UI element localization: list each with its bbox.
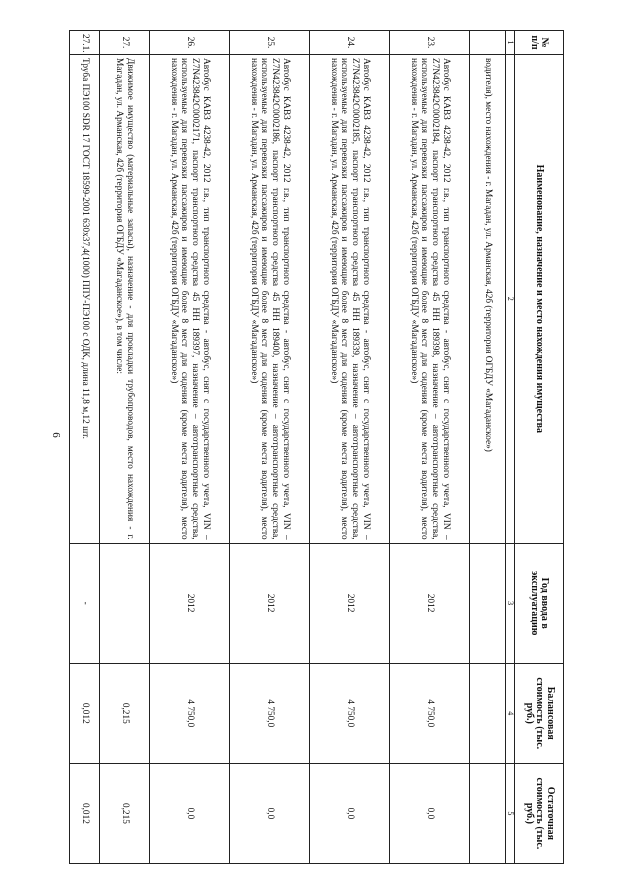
header-residual: Остаточная стоимость (тыс. руб.) <box>515 763 564 863</box>
row-year: 2012 <box>230 543 310 663</box>
row-number: 27. <box>100 31 150 55</box>
header-name: Наименование, назначение и место нахождения имущества <box>515 55 564 544</box>
row-number: 25. <box>230 31 310 55</box>
row-residual: 0,0 <box>390 763 470 863</box>
column-index: 5 <box>506 763 515 863</box>
row-year: 2012 <box>310 543 390 663</box>
row-number: 26. <box>150 31 230 55</box>
column-index: 1 <box>506 31 515 55</box>
header-number: № п/п <box>515 31 564 55</box>
column-index: 3 <box>506 543 515 663</box>
row-balance <box>470 663 506 763</box>
row-residual: 0,0 <box>310 763 390 863</box>
column-index-row <box>506 31 515 864</box>
row-description: Движимое имущество (материальные запасы), назначение - для прокладки трубопроводов, место нахождения - г. Магадан, ул. Арманская, 42б (территория ОГБДУ «Магаданское»), в том числе: <box>100 55 150 544</box>
row-year: - <box>70 543 100 663</box>
row-year <box>100 543 150 663</box>
table-row <box>70 31 100 864</box>
table-row <box>230 31 310 864</box>
row-description: Автобус КАВЗ 4238-42, 2012 г.в., тип транспортного средства - автобус, снят с государственного учета, VIN – Z7N423842C0002184, паспорт транспортного средства 45 НН 189398, назначение – автотранспортные средства, используемые для перевозки пассажиров и имеющие более 8 мест для сидения (кроме места водителя), место нахождения - г. Магадан, ул. Арманская, 42б (территория ОГБДУ «Магаданское») <box>390 55 470 544</box>
row-description: Автобус КАВЗ 4238-42, 2012 г.в., тип транспортного средства - автобус, снят с государственного учета, VIN – Z7N423842C0002171, паспорт транспортного средства 45 НН 189397, назначение – автотранспортные средства, используемые для перевозки пассажиров и имеющие более 8 мест для сидения (кроме места водителя), место нахождения - г. Магадан, ул. Арманская, 42б (территория ОГБДУ «Магаданское») <box>150 55 230 544</box>
row-year: 2012 <box>390 543 470 663</box>
page-number: 6 <box>50 432 62 438</box>
row-balance: 0,012 <box>70 663 100 763</box>
table-row <box>310 31 390 864</box>
header-year: Год ввода в эксплуатацию <box>515 543 564 663</box>
table-row <box>150 31 230 864</box>
row-description: водителя), место нахождения - г. Магадан, ул. Арманская, 42б (территория ОГБДУ «Магаданское») <box>470 55 506 544</box>
header-balance: Балансовая стоимость (тыс. руб.) <box>515 663 564 763</box>
table-row <box>470 31 506 864</box>
table-row <box>390 31 470 864</box>
row-residual: 0,215 <box>100 763 150 863</box>
table-row <box>100 31 150 864</box>
column-index: 2 <box>506 55 515 544</box>
row-balance: 4 750,0 <box>390 663 470 763</box>
row-residual <box>470 763 506 863</box>
row-balance: 4 750,0 <box>150 663 230 763</box>
column-index: 4 <box>506 663 515 763</box>
property-table <box>69 30 564 864</box>
row-residual: 0,0 <box>150 763 230 863</box>
row-balance: 4 750,0 <box>310 663 390 763</box>
row-year <box>470 543 506 663</box>
row-residual: 0,0 <box>230 763 310 863</box>
row-description: Автобус КАВЗ 4238-42, 2012 г.в., тип транспортного средства - автобус, снят с государственного учета, VIN – Z7N423842C0002186, паспорт транспортного средства 45 НН 189400, назначение – автотранспортные средства, используемые для перевозки пассажиров и имеющие более 8 мест для сидения (кроме места водителя), место нахождения - г. Магадан, ул. Арманская, 42б (территория ОГБДУ «Магаданское») <box>230 55 310 544</box>
row-number: 27.1. <box>70 31 100 55</box>
row-description: Автобус КАВЗ 4238-42, 2012 г.в., тип транспортного средства - автобус, снят с государственного учета, VIN – Z7N423842C0002185, паспорт транспортного средства 45 НН 189339, назначение – автотранспортные средства, используемые для перевозки пассажиров и имеющие более 8 мест для сидения (кроме места водителя), место нахождения - г. Магадан, ул. Арманская, 42б (территория ОГБДУ «Магаданское») <box>310 55 390 544</box>
row-residual: 0,012 <box>70 763 100 863</box>
rotated-page-content <box>76 30 564 864</box>
row-year: 2012 <box>150 543 230 663</box>
row-balance: 4 750,0 <box>230 663 310 763</box>
table-header-row <box>515 31 564 864</box>
row-number: 23. <box>390 31 470 55</box>
row-number <box>470 31 506 55</box>
row-balance: 0,215 <box>100 663 150 763</box>
row-description: Труба ПЭ100 SDR 17 ГОСТ 18599-2001 630х37,4(1000) ППУ-ПЭ100 с ОДК, длина 11,8 м,12 шт. <box>70 55 100 544</box>
row-number: 24. <box>310 31 390 55</box>
